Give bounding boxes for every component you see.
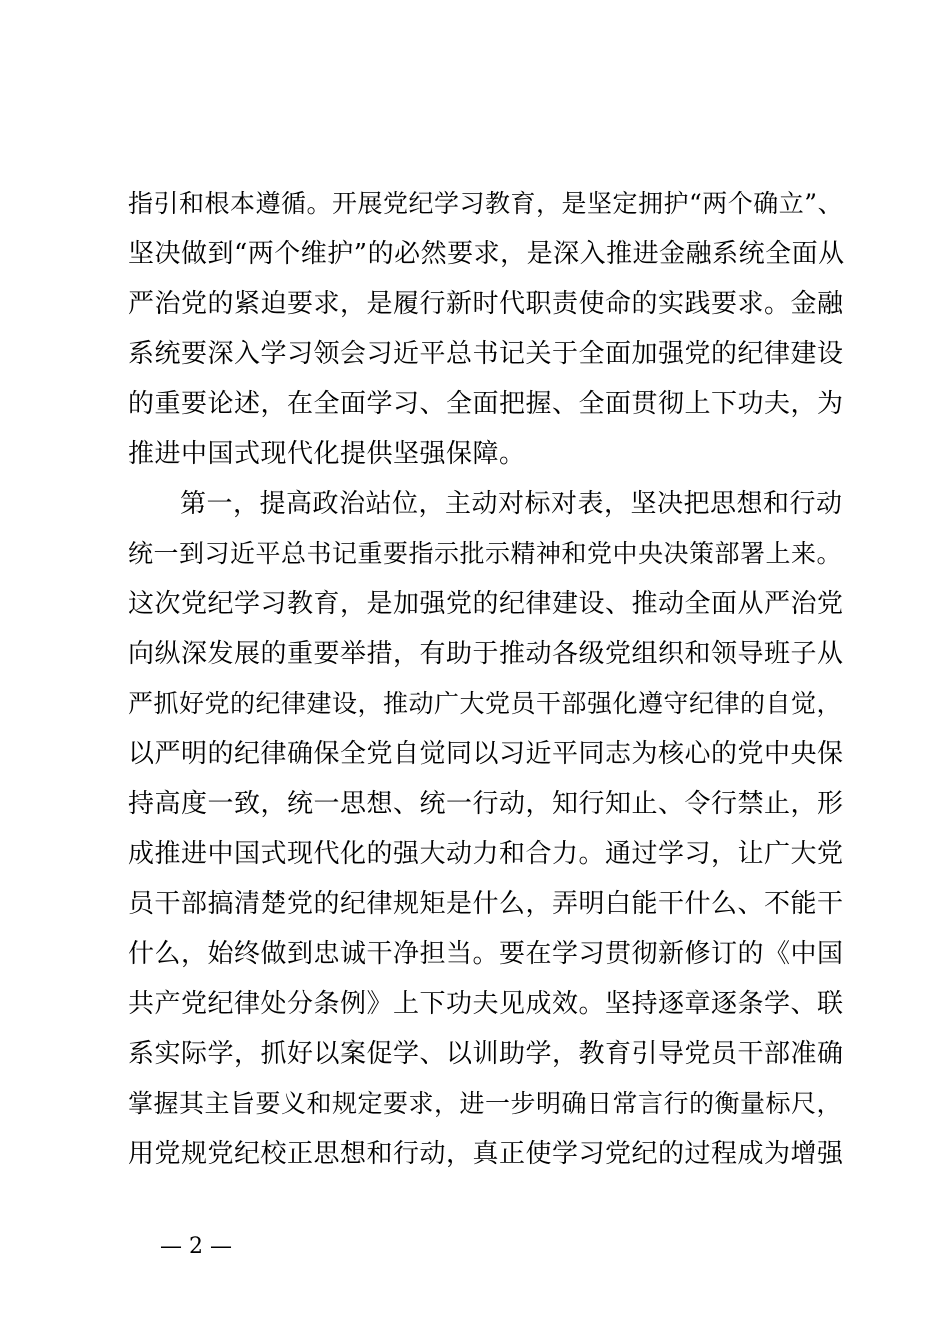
text-line: 用党规党纪校正思想和行动，真正使学习党纪的过程成为增强: [128, 1139, 844, 1169]
text-line: 这次党纪学习教育，是加强党的纪律建设、推动全面从严治党: [128, 589, 844, 619]
text-line: 推进中国式现代化提供坚强保障。: [128, 439, 526, 469]
text-line: 员干部搞清楚党的纪律规矩是什么，弄明白能干什么、不能干: [128, 889, 844, 919]
text-line: 什么，始终做到忠诚干净担当。要在学习贯彻新修订的《中国: [128, 939, 844, 969]
text-line: 以严明的纪律确保全党自觉同以习近平同志为核心的党中央保: [128, 739, 844, 769]
text-line: 的重要论述，在全面学习、全面把握、全面贯彻上下功夫，为: [128, 389, 844, 419]
text-line: 系实际学，抓好以案促学、以训助学，教育引导党员干部准确: [128, 1039, 844, 1069]
text-line: 坚决做到“两个维护”的必然要求，是深入推进金融系统全面从: [128, 239, 845, 269]
text-line: 成推进中国式现代化的强大动力和合力。通过学习，让广大党: [128, 839, 844, 869]
text-line: 持高度一致，统一思想、统一行动，知行知止、令行禁止，形: [128, 789, 844, 819]
paragraph-start-line: 第一，提高政治站位，主动对标对表，坚决把思想和行动: [180, 489, 843, 519]
text-line: 严治党的紧迫要求，是履行新时代职责使命的实践要求。金融: [128, 289, 844, 319]
text-line: 统一到习近平总书记重要指示批示精神和党中央决策部署上来。: [128, 539, 843, 568]
text-line: 共产党纪律处分条例》上下功夫见成效。坚持逐章逐条学、联: [128, 989, 844, 1019]
text-line: 指引和根本遵循。开展党纪学习教育，是坚定拥护“两个确立”、: [128, 189, 844, 218]
text-line: 掌握其主旨要义和规定要求，进一步明确日常言行的衡量标尺，: [128, 1089, 843, 1118]
text-line: 向纵深发展的重要举措，有助于推动各级党组织和领导班子从: [128, 639, 844, 669]
text-line: 严抓好党的纪律建设，推动广大党员干部强化遵守纪律的自觉，: [128, 689, 843, 718]
page-number: — 2 —: [160, 1234, 232, 1259]
text-line: 系统要深入学习领会习近平总书记关于全面加强党的纪律建设: [128, 339, 844, 369]
